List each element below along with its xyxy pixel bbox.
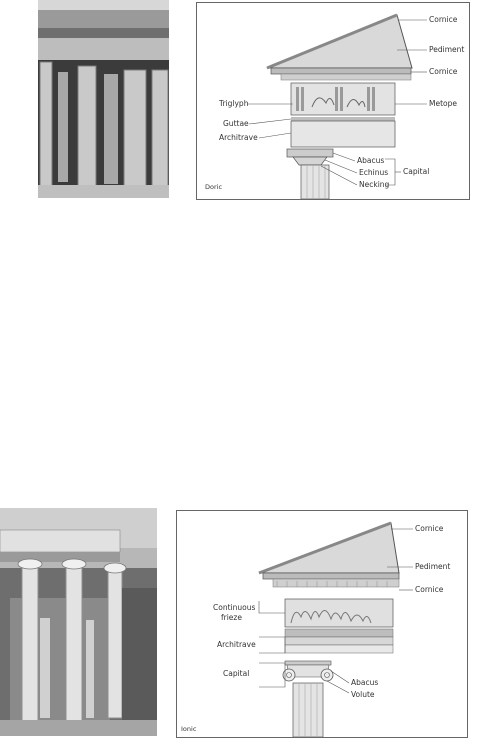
ionic-label-cornice-top: Cornice — [415, 524, 444, 533]
doric-label-capital: Capital — [403, 167, 430, 176]
ionic-label-cornice-mid: Cornice — [415, 585, 444, 594]
doric-label-cornice-mid: Cornice — [429, 67, 458, 76]
doric-label-triglyph: Triglyph — [219, 99, 249, 108]
ionic-label-pediment: Pediment — [415, 562, 451, 571]
doric-label-pediment: Pediment — [429, 45, 465, 54]
doric-label-cornice-top: Cornice — [429, 15, 458, 24]
ionic-label-architrave: Architrave — [217, 640, 256, 649]
ionic-label-frieze-line2: frieze — [221, 613, 242, 622]
doric-label-echinus: Echinus — [359, 168, 389, 177]
doric-label-guttae: Guttae — [223, 119, 249, 128]
ionic-label-abacus: Abacus — [351, 678, 379, 687]
doric-label-architrave: Architrave — [219, 133, 258, 142]
ionic-label-frieze-line1: Continuous — [213, 603, 256, 612]
parthenon-photo — [38, 0, 169, 198]
doric-order-diagram — [196, 2, 470, 200]
ionic-order-diagram — [176, 510, 468, 738]
ionic-label-capital: Capital — [223, 669, 250, 678]
doric-label-abacus: Abacus — [357, 156, 385, 165]
ionic-temple-photo — [0, 508, 157, 736]
doric-caption: Doric — [205, 183, 223, 191]
doric-label-metope: Metope — [429, 99, 457, 108]
ionic-label-volute: Volute — [351, 690, 375, 699]
doric-label-necking: Necking — [359, 180, 390, 189]
ionic-caption: Ionic — [181, 725, 197, 733]
